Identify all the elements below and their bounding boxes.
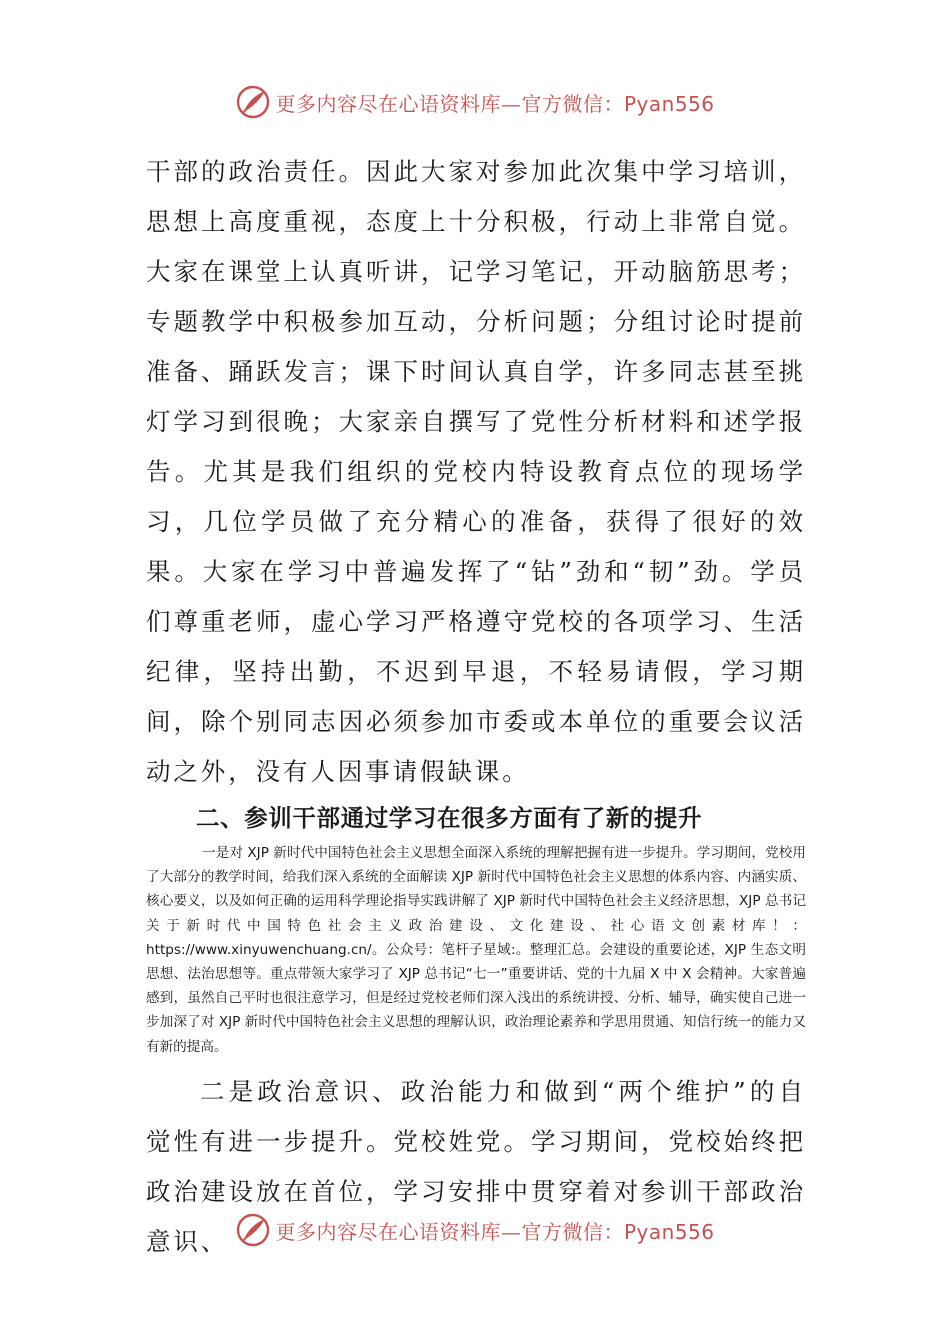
header-banner	[0, 82, 950, 122]
quill-logo-icon	[235, 1212, 271, 1248]
footer-banner	[0, 1210, 950, 1250]
body-paragraph-3: 二是政治意识、政治能力和做到“两个维护”的自觉性有进一步提升。党校姓党。学习期间，党校始终把政治建设放在首位，学习安排中贯穿着对参训干部政治意识、	[146, 1076, 806, 1256]
header-banner-text: 更多内容尽在心语资料库—官方微信：Pyan556	[275, 91, 715, 116]
quill-logo-icon	[235, 84, 271, 120]
body-paragraph-2: 一是对 XJP 新时代中国特色社会主义思想全面深入系统的理解把握有进一步提升。学习期间，党校用了大部分的教学时间，给我们深入系统的全面解读 XJP 新时代中国特色社会主义思想的体系内容、内涵实质、核心要义，以及如何正确的运用科学理论指导实践讲解了 XJP 新时代中国特色社会主义经济思想，XJP 总书记关于新时代中国特色社会主义政治建设、文化建设、社心语文创素材库！：https://www.xinyuwenchuang.cn/。公众号：笔杆子星域:。整理汇总。会建设的重要论述，XJP 生态文明思想、法治思想等。重点带领大家学习了 XJP 总书记“七一”重要讲话、党的十九届 X 中 X 会精神。大家普遍感到，虽然自己平时也很注意学习，但是经过党校老师们深入浅出的系统讲授、分析、辅导，确实使自己进一步加深了对 XJP 新时代中国特色社会主义思想的理解认识，政治理论素养和学思用贯通、知信行统一的能力又有新的提高。	[146, 845, 806, 1055]
section-heading-2: 二、参训干部通过学习在很多方面有了新的提升	[196, 804, 703, 832]
document-body	[146, 147, 806, 1267]
footer-banner-text: 更多内容尽在心语资料库—官方微信：Pyan556	[275, 1219, 715, 1244]
body-paragraph-1: 干部的政治责任。因此大家对参加此次集中学习培训，思想上高度重视，态度上十分积极，行动上非常自觉。大家在课堂上认真听讲，记学习笔记，开动脑筋思考；专题教学中积极参加互动，分析问题；分组讨论时提前准备、踊跃发言；课下时间认真自学，许多同志甚至挑灯学习到很晚；大家亲自撰写了党性分析材料和述学报告。尤其是我们组织的党校内特设教育点位的现场学习，几位学员做了充分精心的准备，获得了很好的效果。大家在学习中普遍发挥了“钻”劲和“韧”劲。学员们尊重老师，虚心学习严格遵守党校的各项学习、生活纪律，坚持出勤，不迟到早退，不轻易请假，学习期间，除个别同志因必须参加市委或本单位的重要会议活动之外，没有人因事请假缺课。	[146, 157, 806, 786]
